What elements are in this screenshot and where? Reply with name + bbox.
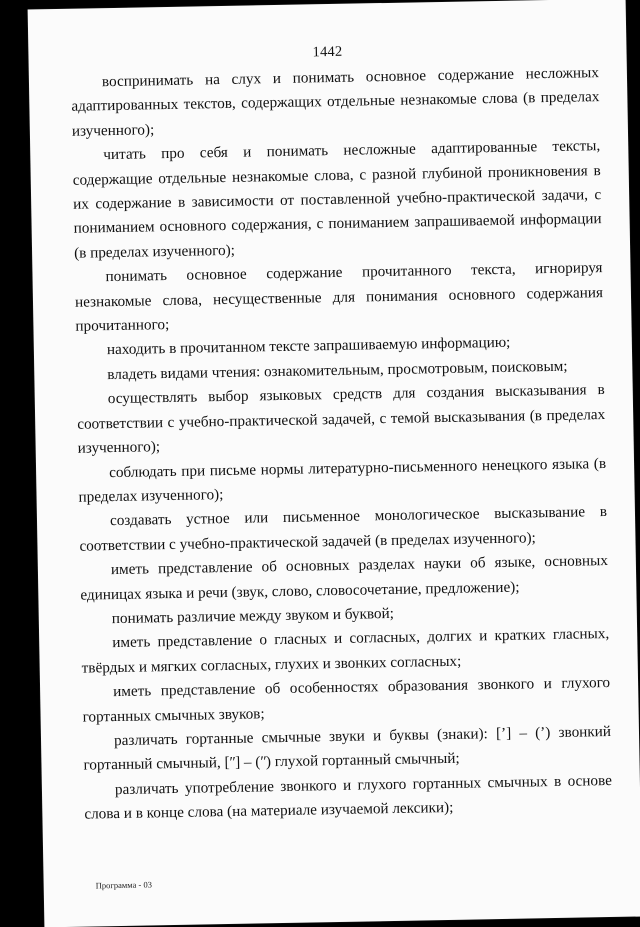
- paragraph: иметь представление об основных разделах науки об языке, основных единицах языка и речи (звук, слово, словосочетание, предложение);: [80, 552, 608, 604]
- paragraph: создавать устное или письменное монологическое высказывание в соответствии с учебно-практической задачей (в пределах изученного);: [79, 503, 608, 555]
- paragraph: понимать основное содержание прочитанного текста, игнорируя незнакомые слова, несущественные для понимания основного содержания прочитанного;: [74, 259, 604, 335]
- paragraph: владеть видами чтения: ознакомительным, просмотровым, поисковым;: [107, 357, 568, 384]
- paragraph: читать про себя и понимать несложные адаптированные тексты, содержащие отдельные незнакомые слова, с разной глубиной проникновения в их содержание в зависимости от поставленной учебно-практической задачи, с пониманием основного содержания, с пониманием запрашиваемой информации (в пределах изученного);: [72, 137, 602, 262]
- document-page: [28, 0, 640, 927]
- paragraph: иметь представление об особенностях образования звонкого и глухого гортанных смычных звуков;: [82, 674, 611, 726]
- paragraph: осуществлять выбор языковых средств для создания высказывания в соответствии с учебно-практической задачей, с темой высказывания (в пределах изученного);: [77, 381, 606, 457]
- paragraph: соблюдать при письме нормы литературно-письменного ненецкого языка (в пределах изученного);: [78, 454, 607, 506]
- paragraph: различать гортанные смычные звуки и буквы (знаки): [ʼ] – (ʼ) звонкий гортанный смычный, [ʺ] – (ʺ) глухой гортанный смычный;: [83, 722, 612, 775]
- paragraph: находить в прочитанном тексте запрашиваемую информацию;: [106, 334, 511, 359]
- paragraph: иметь представление о гласных и согласных, долгих и кратких гласных, твёрдых и мягких согласных, глухих и звонких согласных;: [81, 625, 610, 677]
- footer-label: Программа - 03: [95, 879, 152, 891]
- paragraph: различать употребление звонкого и глухого гортанных смычных в основе слова и в конце слова (на материале изучаемой лексики);: [84, 771, 613, 823]
- paragraph: понимать различие между звуком и буквой;: [111, 604, 395, 628]
- paragraph: воспринимать на слух и понимать основное содержание несложных адаптированных текстов, содержащих отдельные незнакомые слова (в пределах изученного);: [71, 64, 600, 140]
- body-text: [71, 61, 613, 827]
- page-number: 1442: [312, 43, 343, 61]
